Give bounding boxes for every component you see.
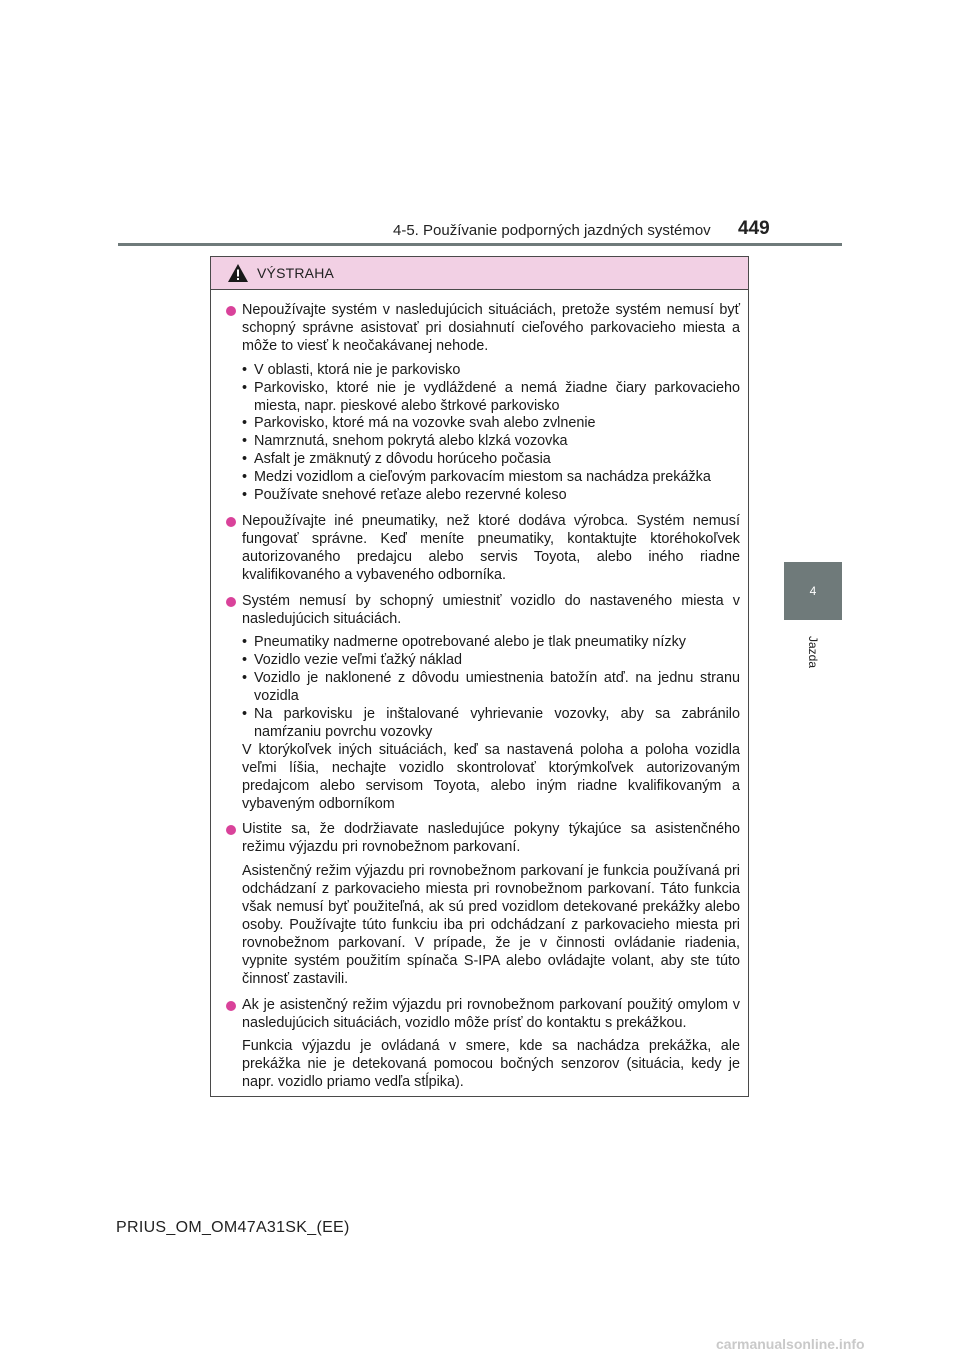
item-paragraph: Funkcia výjazdu je ovládaná v smere, kde sa nachádza prekážka, ale prekážka nie je detekovaná pomocou bočných senzorov (situácia, kedy je napr. vozidlo priamo vedľa stĺpika). xyxy=(242,1038,740,1091)
item-text: Systém nemusí by schopný umiestniť vozidlo do nastaveného miesta v nasledujúcich situáciách. xyxy=(242,592,740,627)
warning-item xyxy=(225,997,740,1093)
bullet-dot-icon xyxy=(226,517,236,527)
sub-list xyxy=(242,634,740,741)
list-item: • Parkovisko, ktoré má na vozovke svah alebo zvlnenie xyxy=(242,415,740,433)
item-paragraph: Asistenčný režim výjazdu pri rovnobežnom parkovaní je funkcia používaná pri odchádzaní z parkovacieho miesta pri rovnobežnom parkovaní. Táto funkcia však nemusí byť použiteľná, ak sú pred vozidlom detekované prekážky alebo osoby. Používajte túto funkciu iba pri odchádzaní z parkovacieho miesta pri rovnobežnom parkovaní. V prípade, že je v činnosti ovládanie riadenia, vypnite systém použitím spínača S-IPA alebo ovládajte volant, aby ste túto činnosť zastavili. xyxy=(242,863,740,987)
list-item: • Na parkovisku je inštalované vyhrievanie vozovky, aby sa zabránilo namŕzaniu povrchu vozovky xyxy=(242,706,740,742)
page-number: 449 xyxy=(738,218,770,239)
item-text: Nepoužívajte systém v nasledujúcich situáciách, pretože systém nemusí byť schopný správne asistovať pri dosiahnutí cieľového parkovacieho miesta a môže to viesť k neočakávanej nehode. xyxy=(242,302,740,354)
watermark: carmanualsonline.info xyxy=(716,1336,865,1352)
item-text: Nepoužívajte iné pneumatiky, než ktoré dodáva výrobca. Systém nemusí fungovať správne. Keď meníte pneumatiky, kontaktujte ktoréhokoľvek autorizovaného predajcu alebo servis Toyota, alebo iného riadne kvalifikovaného a vybaveného odborníka. xyxy=(242,512,740,583)
warning-item xyxy=(225,821,740,988)
list-item: • Parkovisko, ktoré nie je vydláždené a nemá žiadne čiary parkovacieho miesta, napr. pieskové alebo štrkové parkovisko xyxy=(242,380,740,416)
list-item: • Používate snehové reťaze alebo rezervné koleso xyxy=(242,487,740,505)
header-rule xyxy=(118,243,842,246)
item-text: Ak je asistenčný režim výjazdu pri rovnobežnom parkovaní použitý omylom v nasledujúcich situáciách, vozidlo môže prísť do kontaktu s prekážkou. xyxy=(242,996,740,1031)
document-code: PRIUS_OM_OM47A31SK_(EE) xyxy=(116,1219,350,1236)
section-title: 4-5. Používanie podporných jazdných systémov xyxy=(393,222,711,239)
warning-triangle-icon xyxy=(227,263,249,283)
sub-list xyxy=(242,362,740,505)
warning-item xyxy=(225,302,740,505)
bullet-dot-icon xyxy=(226,306,236,316)
item-paragraph: V ktorýkoľvek iných situáciách, keď sa nastavená poloha a poloha vozidla veľmi líšia, nechajte vozidlo skontrolovať ktorýmkoľvek autorizovaným predajcom alebo servisom Toyota, alebo iným riadne kvalifikovaným a vybaveným odborníkom xyxy=(242,741,740,812)
bullet-dot-icon xyxy=(226,597,236,607)
warning-item xyxy=(225,593,740,814)
list-item: • V oblasti, ktorá nie je parkovisko xyxy=(242,362,740,380)
warning-body xyxy=(211,290,748,1092)
warning-label: VÝSTRAHA xyxy=(257,265,335,281)
bullet-dot-icon xyxy=(226,1001,236,1011)
chapter-side-label xyxy=(787,632,839,672)
warning-box xyxy=(210,256,749,1097)
item-text: Uistite sa, že dodržiavate nasledujúce pokyny týkajúce sa asistenčného režimu výjazdu pri rovnobežnom parkovaní. xyxy=(242,821,740,856)
chapter-label: Jazda xyxy=(806,635,820,669)
list-item: • Namrznutá, snehom pokrytá alebo klzká vozovka xyxy=(242,433,740,451)
warning-header xyxy=(211,257,748,290)
list-item: • Vozidlo vezie veľmi ťažký náklad xyxy=(242,652,740,670)
list-item: • Vozidlo je naklonené z dôvodu umiestnenia batožín atď. na jednu stranu vozidla xyxy=(242,670,740,706)
list-item: • Pneumatiky nadmerne opotrebované alebo je tlak pneumatiky nízky xyxy=(242,634,740,652)
chapter-number: 4 xyxy=(809,584,817,598)
list-item: • Medzi vozidlom a cieľovým parkovacím miestom sa nachádza prekážka xyxy=(242,469,740,487)
list-item: • Asfalt je zmäknutý z dôvodu horúceho počasia xyxy=(242,451,740,469)
chapter-tab xyxy=(784,562,842,620)
warning-item xyxy=(225,513,740,585)
bullet-dot-icon xyxy=(226,825,236,835)
